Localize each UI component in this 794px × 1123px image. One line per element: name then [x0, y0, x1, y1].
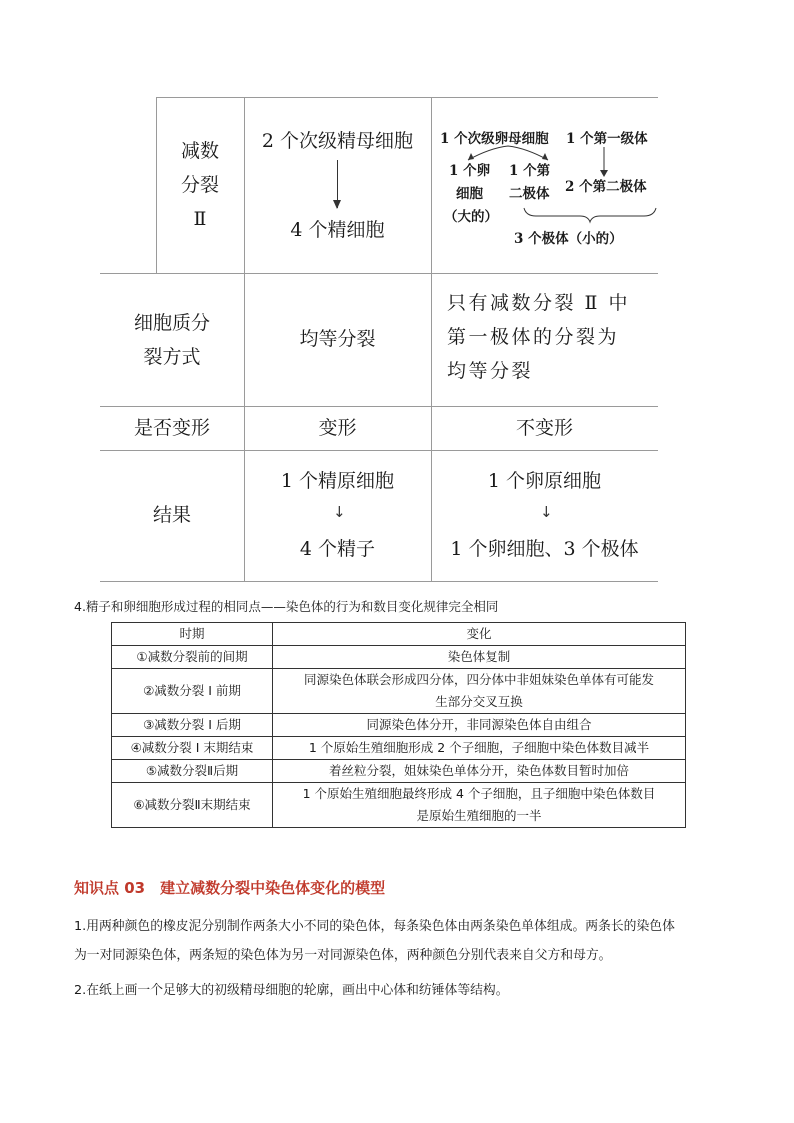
grid-line [100, 406, 658, 407]
table-row [112, 737, 686, 760]
female-oogonium: 1 个卵原细胞 [487, 470, 602, 492]
period-cell: ①减数分裂前的间期 [112, 646, 273, 669]
male-secondary-spermatocyte: 2 个次级精母细胞 [261, 130, 414, 152]
label-line: 裂方式 [143, 346, 201, 368]
change-line: 着丝粒分裂，姐妹染色单体分开，染色体数目暂时加倍 [328, 763, 629, 778]
section-paragraph-2: 2.在纸上画一个足够大的初级精母细胞的轮廓，画出中心体和纺锤体等结构。 [74, 983, 509, 998]
table-row [112, 646, 686, 669]
change-cell [273, 783, 686, 828]
label-line: 细胞质分 [133, 312, 210, 334]
egg-line2: 细胞 [456, 186, 483, 202]
change-cell [273, 669, 686, 714]
row-label-meiosis2 [156, 130, 244, 240]
header-change: 变化 [273, 623, 686, 646]
egg-line3: （大的） [444, 209, 498, 225]
female-egg-polar: 1 个卵细胞、3 个极体 [450, 538, 639, 560]
second-polar-line2: 二极体 [509, 186, 550, 202]
text-line: 只有减数分裂 Ⅱ 中 [447, 292, 630, 314]
change-line: 是原始生殖细胞的一半 [416, 808, 542, 823]
same-points-caption: 4.精子和卵细胞形成过程的相同点——染色体的行为和数目变化规律完全相同 [74, 599, 499, 614]
table-header-row [112, 623, 686, 646]
row-label-result: 结果 [152, 504, 191, 526]
text-line: 1.用两种颜色的橡皮泥分别制作两条大小不同的染色体，每条染色体由两条染色单体组成。两条长的染色体 [74, 919, 675, 934]
male-cytoplasm: 均等分裂 [299, 328, 376, 350]
grid-line [100, 450, 658, 451]
egg-line1: 1 个卵 [449, 163, 491, 179]
section-heading: 知识点 03 建立减数分裂中染色体变化的模型 [74, 879, 386, 897]
first-polar-body: 1 个第一级体 [566, 131, 648, 147]
change-line: 1 个原始生殖细胞形成 2 个子细胞，子细胞中染色体数目减半 [308, 740, 650, 755]
change-cell [273, 646, 686, 669]
change-line: 同源染色体分开，非同源染色体自由组合 [366, 717, 592, 732]
section-paragraph-1 [74, 912, 754, 970]
row-label-deform: 是否变形 [133, 417, 210, 439]
male-spermatogonium: 1 个精原细胞 [280, 470, 395, 492]
text-line: 均等分裂 [447, 360, 534, 382]
text-line: 第一极体的分裂为 [447, 326, 620, 348]
label-line: Ⅱ [193, 208, 207, 230]
second-polar-line1: 1 个第 [509, 163, 551, 179]
grid-line [156, 97, 658, 98]
label-line: 减数 [180, 140, 219, 162]
three-polar-bodies: 3 个极体（小的） [514, 231, 623, 247]
change-line: 染色体复制 [447, 649, 511, 664]
female-cytoplasm [447, 286, 652, 388]
female-deform: 不变形 [515, 417, 573, 439]
table-row [112, 783, 686, 828]
table-row [112, 669, 686, 714]
row-label-cytoplasm [100, 300, 244, 380]
table-row [112, 714, 686, 737]
male-spermatids: 4 个精细胞 [290, 219, 385, 241]
grid-line [431, 97, 432, 581]
label-line: 分裂 [180, 174, 219, 196]
period-cell: ⑥减数分裂Ⅱ末期结束 [112, 783, 273, 828]
period-cell: ②减数分裂 I 前期 [112, 669, 273, 714]
down-arrow-icon: ↓ [333, 503, 346, 521]
text-line: 为一对同源染色体，两条短的染色体为另一对同源染色体，两种颜色分别代表来自父方和母方。 [74, 948, 612, 963]
change-line: 1 个原始生殖细胞最终形成 4 个子细胞，且子细胞中染色体数目 [302, 786, 656, 801]
change-cell [273, 760, 686, 783]
down-arrow-icon: ↓ [540, 503, 553, 521]
grid-line [100, 581, 658, 582]
period-cell: ③减数分裂 I 后期 [112, 714, 273, 737]
chromosome-change-table [111, 622, 686, 828]
table-row [112, 760, 686, 783]
male-deform: 变形 [318, 417, 357, 439]
period-cell: ④减数分裂 I 末期结束 [112, 737, 273, 760]
change-line: 同源染色体联会形成四分体，四分体中非姐妹染色单体有可能发 [303, 672, 654, 687]
change-line: 生部分交叉互换 [435, 694, 523, 709]
header-period: 时期 [112, 623, 273, 646]
secondary-oocyte: 1 个次级卵母细胞 [440, 131, 549, 147]
two-second-polar-bodies: 2 个第二极体 [565, 179, 647, 195]
male-sperm: 4 个精子 [299, 538, 376, 560]
period-cell: ⑤减数分裂Ⅱ后期 [112, 760, 273, 783]
grid-line [100, 273, 658, 274]
change-cell [273, 714, 686, 737]
change-cell [273, 737, 686, 760]
down-arrow-icon [337, 160, 338, 208]
